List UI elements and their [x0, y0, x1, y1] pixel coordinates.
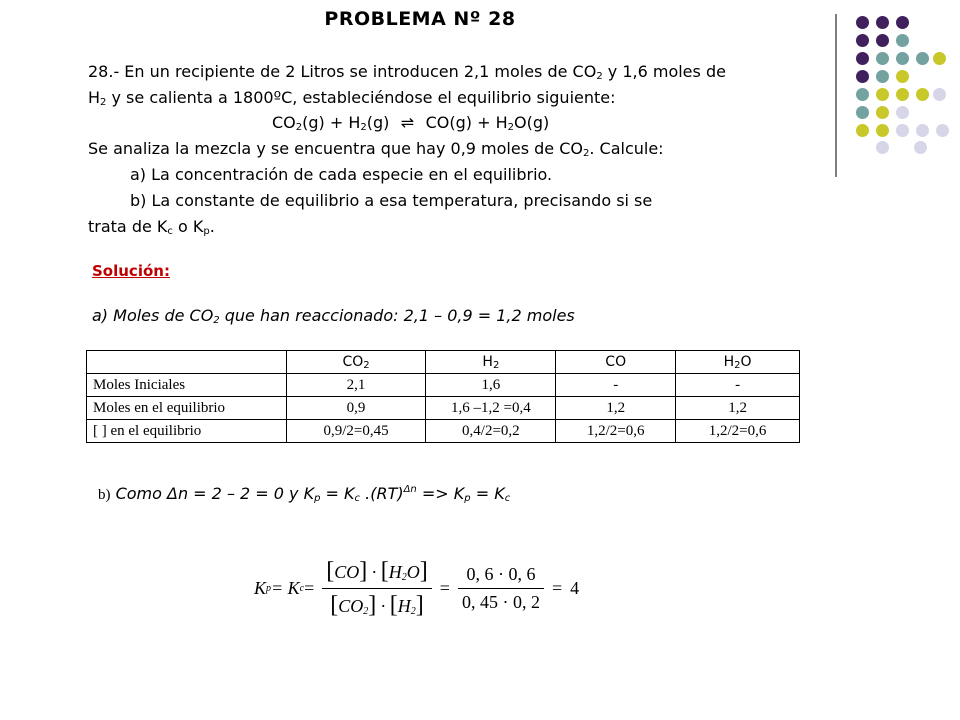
decor-dot — [896, 124, 909, 137]
decor-dot — [896, 34, 909, 47]
decor-dot — [856, 70, 869, 83]
table-header-cell: $H_2$ — [426, 351, 556, 374]
decor-dot — [876, 88, 889, 101]
problem-line-4: Se analiza la mezcla y se encuentra que hay 0,9 moles de $CO_2$. Calcule: — [88, 139, 664, 159]
table-header-cell: CO — [556, 351, 676, 374]
table-cell: Moles en el equilibrio — [87, 397, 287, 420]
table-cell: 1,2 — [676, 397, 800, 420]
table-cell: 0,9/2=0,45 — [286, 420, 426, 443]
table-header-cell — [87, 351, 287, 374]
table-row — [87, 420, 800, 443]
table-header-cell: $H_2O$ — [676, 351, 800, 374]
kp-formula: K p = K c = $\frac{[CO] \cdot [H_2O]}{[CO_2] \cdot [H_2]}$ = $\frac{0, 6 \cdot 0, 6}{0, 45 \cdot 0, 2}$ = 4 — [254, 558, 580, 618]
decor-dot — [896, 106, 909, 119]
reaction-equation: $CO_2(g) + H_2(g)$ ⇌ $CO(g) + H_2O(g)$ — [272, 113, 550, 133]
table-cell: - — [556, 374, 676, 397]
decor-dot — [896, 70, 909, 83]
equilibrium-table — [86, 350, 800, 443]
decor-dot — [933, 88, 946, 101]
page-title: PROBLEMA Nº 28 — [324, 8, 516, 30]
decor-dot — [856, 88, 869, 101]
table-cell: 1,2/2=0,6 — [676, 420, 800, 443]
equilibrium-arrow-icon: ⇌ — [400, 113, 415, 132]
decor-dot — [876, 52, 889, 65]
decor-dot — [876, 141, 889, 154]
problem-item-a: a) La concentración de cada especie en el equilibrio. — [130, 165, 553, 184]
solution-label: Solución: — [92, 262, 170, 280]
decor-dot — [876, 124, 889, 137]
table-cell: 2,1 — [286, 374, 426, 397]
part-a-line: a) Moles de $CO_2$ que han reaccionado: 2,1 – 0,9 = 1,2 moles — [92, 306, 575, 326]
table-cell: 1,2/2=0,6 — [556, 420, 676, 443]
decor-divider — [835, 14, 837, 177]
decor-dot — [896, 52, 909, 65]
problem-item-b: b) La constante de equilibrio a esa temperatura, precisando si se — [130, 191, 653, 210]
decor-dot — [916, 52, 929, 65]
table-cell: 1,6 –1,2 =0,4 — [426, 397, 556, 420]
table-header-cell: $CO_2$ — [286, 351, 426, 374]
table-row — [87, 397, 800, 420]
table-row — [87, 374, 800, 397]
decor-dot — [876, 106, 889, 119]
decor-dot — [856, 34, 869, 47]
table-cell: [ ] en el equilibrio — [87, 420, 287, 443]
decor-dot — [916, 124, 929, 137]
table-cell: 1,6 — [426, 374, 556, 397]
concentration-fraction: $\frac{[CO] \cdot [H_2O]}{[CO_2] \cdot [H_2]}$ — [322, 558, 432, 619]
table-cell: Moles Iniciales — [87, 374, 287, 397]
decor-dot — [916, 88, 929, 101]
table-header-row — [87, 351, 800, 374]
problem-line-2: $H_2$ y se calienta a 1800ºC, estableciéndose el equilibrio siguiente: — [88, 88, 616, 108]
decor-dot — [933, 52, 946, 65]
table-cell: 0,4/2=0,2 — [426, 420, 556, 443]
decor-dot — [936, 124, 949, 137]
decor-dot — [876, 34, 889, 47]
table-cell: 0,9 — [286, 397, 426, 420]
decor-dot — [876, 70, 889, 83]
numeric-fraction: $\frac{0, 6 \cdot 0, 6}{0, 45 \cdot 0, 2}$ — [458, 564, 544, 613]
decor-dot — [856, 106, 869, 119]
decor-dot — [876, 16, 889, 29]
decor-dot — [896, 88, 909, 101]
decor-dot — [856, 16, 869, 29]
decor-dot — [856, 52, 869, 65]
part-b-line: b) Como Δn = 2 – 2 = 0 y $K_p = K_c$ $.(RT)^{\Delta n} => K_p = K_c$ — [98, 484, 511, 504]
problem-line-7: trata de $K_c$ o $K_p$. — [88, 217, 215, 237]
decor-dot — [914, 141, 927, 154]
table-cell: - — [676, 374, 800, 397]
decor-dot — [856, 124, 869, 137]
decor-dot — [896, 16, 909, 29]
table-cell: 1,2 — [556, 397, 676, 420]
problem-line-1: 28.- En un recipiente de 2 Litros se introducen 2,1 moles de $CO_2$ y 1,6 moles de — [88, 62, 726, 82]
